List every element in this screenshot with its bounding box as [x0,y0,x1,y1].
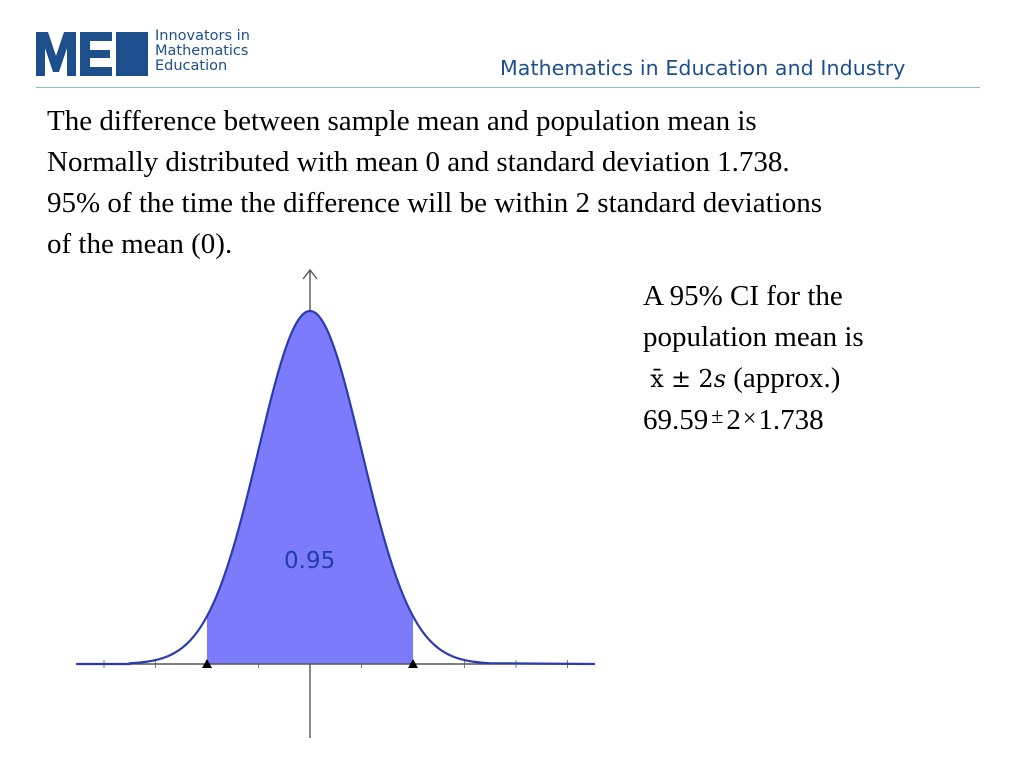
shaded-area-95 [207,311,413,664]
paragraph-line-2: Normally distributed with mean 0 and standard deviation 1.738. [47,146,790,178]
paragraph-line-1: The difference between sample mean and population mean is [47,105,757,137]
logo-line-1: Innovators in [155,28,250,44]
area-label: 0.95 [284,548,336,574]
calc-value: 69.59 [643,404,709,436]
paragraph-line-4: of the mean (0). [47,228,233,260]
formula-suffix: (approx.) [733,362,841,394]
formula-plus-minus: ± [671,365,692,393]
calc-multiplier: 2 [726,404,741,436]
tagline: Mathematics in Education and Industry [500,56,906,80]
ci-line-1: A 95% CI for the [643,280,843,312]
calc-plus-minus: ± [711,403,724,428]
ci-line-2: population mean is [643,321,864,353]
formula-two: 2 [698,365,714,393]
logo-line-3: Education [155,58,228,74]
paragraph-line-3: 95% of the time the difference will be within 2 standard deviations [47,187,822,219]
formula-xbar: x̄ [650,365,664,393]
calc-times: × [742,406,757,432]
logo-line-2: Mathematics [155,43,249,59]
calc-sd: 1.738 [758,404,824,436]
formula-s: s [713,365,727,393]
